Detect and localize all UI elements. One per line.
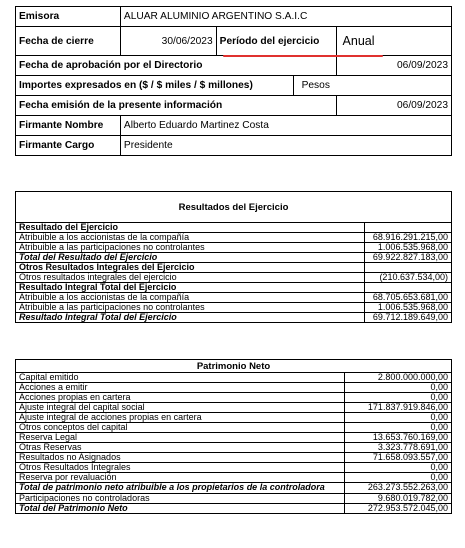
row-value: 71.658.093.557,00 (345, 453, 452, 463)
patrimonio-body (16, 373, 452, 514)
row-value: 0,00 (345, 423, 452, 433)
table-row (16, 283, 452, 293)
row-value: 9.680.019.782,00 (345, 493, 452, 503)
row-value: 68.916.291.215,00 (365, 233, 452, 243)
row-label: Ajuste integral del capital social (16, 403, 345, 413)
table-row (16, 473, 452, 483)
row-label: Ajuste integral de acciones propias en cartera (16, 413, 345, 423)
table-row (16, 453, 452, 463)
row-value: 3.323.778.691,00 (345, 443, 452, 453)
row-label: Total del Resultado del Ejercicio (16, 253, 365, 263)
header-table (15, 6, 452, 156)
row-label: Resultado Integral Total del Ejercicio (16, 313, 365, 323)
aprobacion-label: Fecha de aprobación por el Directorio (16, 56, 337, 76)
table-row (16, 263, 452, 273)
row-value: 13.653.760.169,00 (345, 433, 452, 443)
row-value (365, 283, 452, 293)
row-label: Atribuible a los accionistas de la compañía (16, 293, 365, 303)
row-label: Otros Resultados Integrales (16, 463, 345, 473)
row-label: Atribuible a las participaciones no controlantes (16, 243, 365, 253)
table-row (16, 423, 452, 433)
importes-label: Importes expresados en ($ / $ miles / $ millones) (16, 76, 294, 96)
row-value: 0,00 (345, 383, 452, 393)
emision-label: Fecha emisión de la presente información (16, 96, 337, 116)
row-value: 2.800.000.000,00 (345, 373, 452, 383)
row-importes (16, 76, 452, 96)
periodo-label: Período del ejercicio (216, 27, 336, 56)
row-label: Participaciones no controladoras (16, 493, 345, 503)
row-label: Otros resultados integrales del ejercicio (16, 273, 365, 283)
firmante-cargo-value: Presidente (120, 136, 451, 156)
table-row (16, 243, 452, 253)
row-label: Otros conceptos del capital (16, 423, 345, 433)
table-row (16, 443, 452, 453)
row-value: 0,00 (345, 413, 452, 423)
row-value: 0,00 (345, 393, 452, 403)
row-label: Resultados no Asignados (16, 453, 345, 463)
table-row (16, 393, 452, 403)
row-label: Resultado del Ejercicio (16, 223, 365, 233)
table-row (16, 373, 452, 383)
firmante-nombre-label: Firmante Nombre (16, 116, 121, 136)
row-fecha-cierre (16, 27, 452, 56)
row-label: Acciones propias en cartera (16, 393, 345, 403)
row-value: 272.953.572.045,00 (345, 503, 452, 514)
table-row (16, 223, 452, 233)
table-row (16, 403, 452, 413)
row-label: Total del Patrimonio Neto (16, 503, 345, 514)
row-label: Atribuible a los accionistas de la compañía (16, 233, 365, 243)
row-value: 1.006.535.968,00 (365, 243, 452, 253)
table-row (16, 253, 452, 263)
aprobacion-value: 06/09/2023 (336, 56, 451, 76)
row-firmante-cargo (16, 136, 452, 156)
table-row (16, 483, 452, 494)
table-row (16, 233, 452, 243)
row-value: 69.922.827.183,00 (365, 253, 452, 263)
row-value: 0,00 (345, 473, 452, 483)
row-value (365, 263, 452, 273)
row-value: 171.837.919.846,00 (345, 403, 452, 413)
fecha-cierre-value: 30/06/2023 (120, 27, 216, 56)
emisora-value: ALUAR ALUMINIO ARGENTINO S.A.I.C (120, 7, 451, 27)
table-row (16, 273, 452, 283)
row-label: Reserva Legal (16, 433, 345, 443)
resultados-table (15, 191, 452, 323)
table-row (16, 383, 452, 393)
row-value: 0,00 (345, 463, 452, 473)
table-row (16, 463, 452, 473)
table-row (16, 433, 452, 443)
row-aprobacion (16, 56, 452, 76)
patrimonio-table (15, 359, 452, 514)
resultados-title-row (16, 192, 452, 223)
row-value: 68.705.653.681,00 (365, 293, 452, 303)
row-value: 1.006.535.968,00 (365, 303, 452, 313)
row-label: Total de patrimonio neto atribuible a los propietarios de la controladora (16, 483, 345, 494)
emision-value: 06/09/2023 (336, 96, 451, 116)
row-label: Reserva por revaluación (16, 473, 345, 483)
firmante-cargo-label: Firmante Cargo (16, 136, 121, 156)
row-label: Otros Resultados Integrales del Ejercicio (16, 263, 365, 273)
row-value (365, 223, 452, 233)
row-value: (210.637.534,00) (365, 273, 452, 283)
resultados-title: Resultados del Ejercicio (16, 192, 452, 223)
resultados-body (16, 223, 452, 323)
emisora-label: Emisora (16, 7, 121, 27)
periodo-underline (223, 55, 383, 57)
fecha-cierre-label: Fecha de cierre (16, 27, 121, 56)
periodo-value: Anual (336, 27, 451, 56)
row-firmante-nombre (16, 116, 452, 136)
row-label: Atribuible a las participaciones no controlantes (16, 303, 365, 313)
table-row (16, 303, 452, 313)
row-label: Otras Reservas (16, 443, 345, 453)
firmante-nombre-value: Alberto Eduardo Martinez Costa (120, 116, 451, 136)
row-emisora (16, 7, 452, 27)
patrimonio-title-row (16, 360, 452, 373)
table-row (16, 503, 452, 514)
row-label: Acciones a emitir (16, 383, 345, 393)
row-emision (16, 96, 452, 116)
patrimonio-title: Patrimonio Neto (16, 360, 452, 373)
row-label: Resultado Integral Total del Ejercicio (16, 283, 365, 293)
table-row (16, 413, 452, 423)
row-value: 263.273.552.263,00 (345, 483, 452, 494)
table-row (16, 313, 452, 323)
table-row (16, 293, 452, 303)
row-value: 69.712.189.649,00 (365, 313, 452, 323)
row-label: Capital emitido (16, 373, 345, 383)
importes-value: Pesos (293, 76, 451, 96)
table-row (16, 493, 452, 503)
